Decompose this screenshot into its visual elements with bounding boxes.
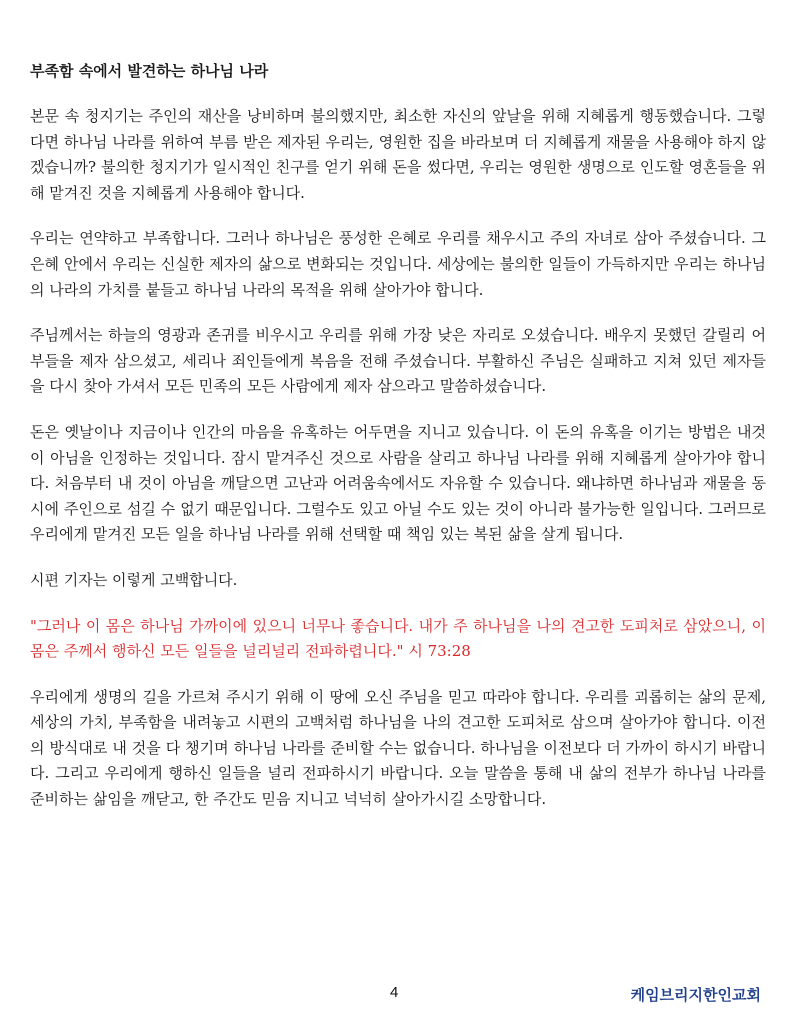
paragraph-2: 우리는 연약하고 부족합니다. 그러나 하나님은 풍성한 은혜로 우리를 채우시고 주의 자녀로 삼아 주셨습니다. 그 은혜 안에서 우리는 신실한 제자의 삶으로 변화되는 것입니다. 세상에는 불의한 일들이 가득하지만 우리는 하나님의 나라의 가치를 붙들고 하나님 나라의 목적을 위해 살아가야 합니다. bbox=[30, 229, 766, 299]
closing-paragraph: 우리에게 생명의 길을 가르쳐 주시기 위해 이 땅에 오신 주님을 믿고 따라야 합니다. 우리를 괴롭히는 삶의 문제, 세상의 가치, 부족함을 내려놓고 시편의 고백처럼 하나님을 나의 견고한 도피처로 삼으며 살아가야 합니다. 이전의 방식대로 내 것을 다 챙기며 하나님 나라를 준비할 수는 없습니다. 하나님을 이전보다 더 가까이 하시기 바랍니다. 그리고 우리에게 행하신 일들을 널리 전파하시기 바랍니다. 오늘 말씀을 통해 내 삶의 전부가 하나님 나라를 준비하는 삶임을 깨닫고, 한 주간도 믿음 지니고 넉넉히 살아가시길 소망합니다. bbox=[30, 687, 766, 809]
church-name: 케임브리지한인교회 bbox=[630, 986, 761, 1004]
section-heading: 부족함 속에서 발견하는 하나님 나라 bbox=[30, 62, 269, 80]
document-body bbox=[30, 58, 766, 833]
paragraph-5: 시편 기자는 이렇게 고백합니다. bbox=[30, 570, 238, 589]
paragraph-3: 주님께서는 하늘의 영광과 존귀를 비우시고 우리를 위해 가장 낮은 자리로 오셨습니다. 배우지 못했던 갈릴리 어부들을 제자 삼으셨고, 세리나 죄인들에게 복음을 전해 주셨습니다. 부활하신 주님은 실패하고 지쳐 있던 제자들을 다시 찾아 가셔서 모든 민족의 모든 사람에게 제자 삼으라고 말씀하셨습니다. bbox=[30, 326, 766, 396]
paragraph-1: 본문 속 청지기는 주인의 재산을 낭비하며 불의했지만, 최소한 자신의 앞날을 위해 지혜롭게 행동했습니다. 그렇다면 하나님 나라를 위하여 부름 받은 제자된 우리는, 영원한 집을 바라보며 더 지혜롭게 재물을 사용해야 하지 않겠습니까? 불의한 청지기가 일시적인 친구를 얻기 위해 돈을 썼다면, 우리는 영원한 생명으로 인도할 영혼들을 위해 맡겨진 것을 지혜롭게 사용해야 합니다. bbox=[30, 107, 766, 202]
scripture-quote: "그러나 이 몸은 하나님 가까이에 있으니 너무나 좋습니다. 내가 주 하나님을 나의 견고한 도피처로 삼았으니, 이 몸은 주께서 행하신 모든 일들을 널리널리 전파하렵니다." 시 73:28 bbox=[30, 616, 766, 661]
paragraph-4: 돈은 옛날이나 지금이나 인간의 마음을 유혹하는 어두면을 지니고 있습니다. 이 돈의 유혹을 이기는 방법은 내것이 아님을 인정하는 것입니다. 잠시 맡겨주신 것으로 사람을 살리고 하나님 나라를 위해 지혜롭게 살아가야 합니다. 처음부터 내 것이 아님을 깨달으면 고난과 어려움속에서도 자유할 수 있습니다. 왜냐하면 하나님과 재물을 동시에 주인으로 섬길 수 없기 때문입니다. 그럴수도 있고 아닐 수도 있는 것이 아니라 불가능한 일입니다. 그러므로 우리에게 맡겨진 모든 일을 하나님 나라를 위해 선택할 때 책임 있는 복된 삶을 살게 됩니다. bbox=[30, 422, 766, 544]
page-number: 4 bbox=[390, 984, 399, 1001]
